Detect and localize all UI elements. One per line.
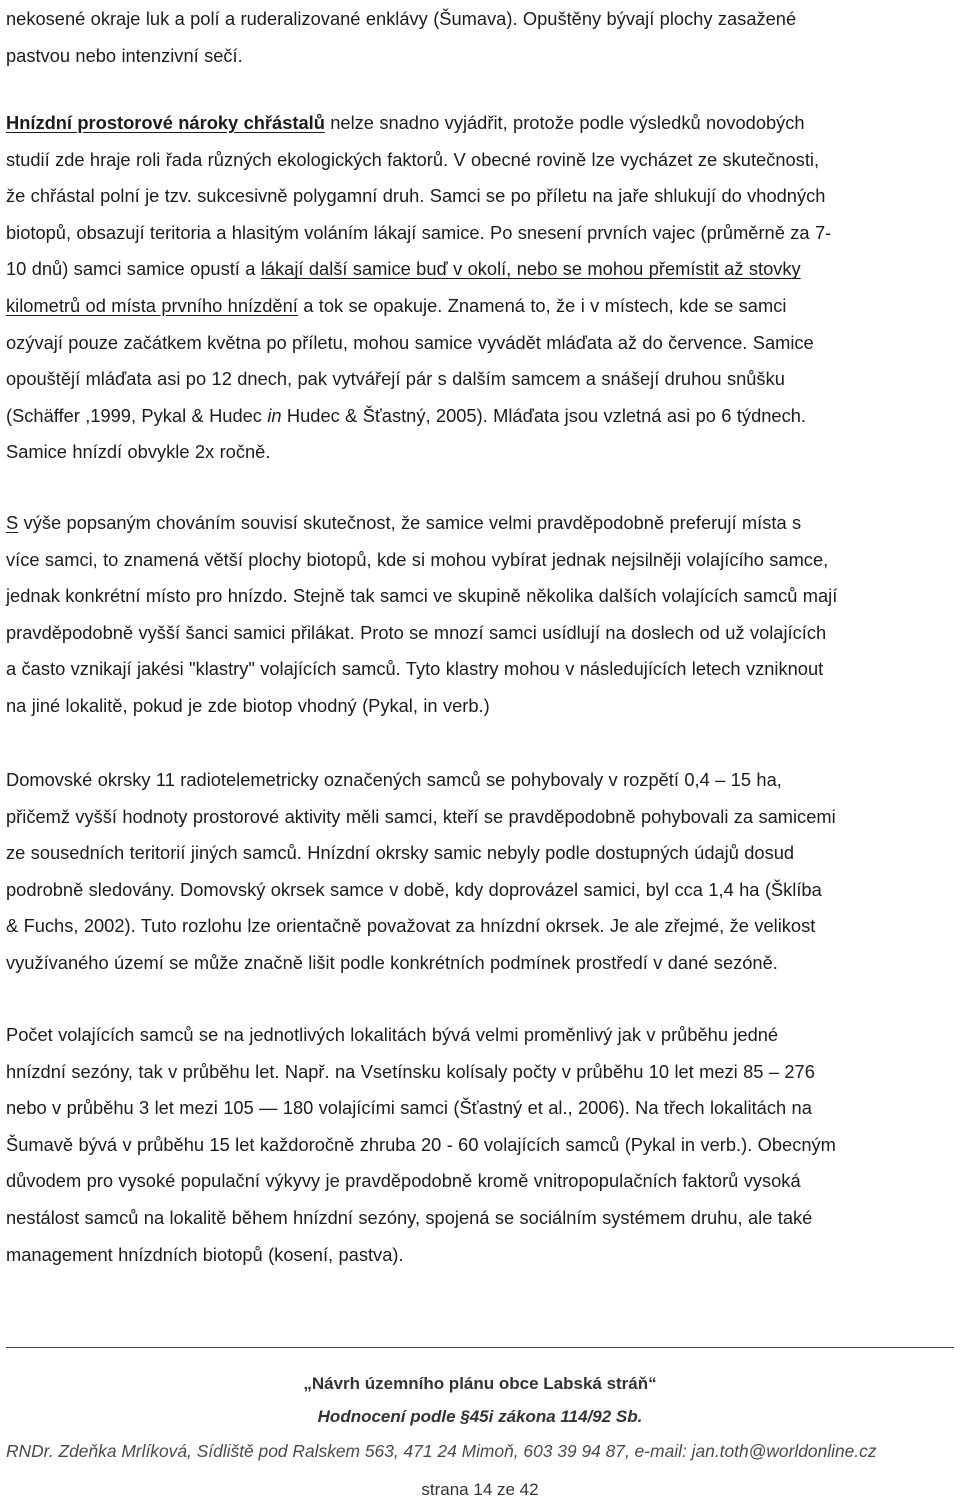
text-line: více samci, to znamená větší plochy biotopů, kde si mohou vybírat jednak nejsilněji volajícího samce, — [6, 548, 829, 570]
footer-title: „Návrh územního plánu obce Labská stráň“ — [303, 1374, 657, 1393]
text-line: Domovské okrsky 11 radiotelemetricky označených samců se pohybovaly v rozpětí 0,4 – 15 ha, — [6, 769, 782, 790]
text-line: 10 dnů) samci samice opustí a — [6, 258, 261, 280]
text-line: na jiné lokalitě, pokud je zde biotop vhodný (Pykal, in verb.) — [6, 694, 490, 716]
paragraph-nesting-space — [6, 105, 958, 471]
section-heading: Hnízdní prostorové nároky chřástalů — [6, 112, 325, 133]
text-line: využívaného území se může značně lišit podle konkrétních podmínek prostředí v dané sezóně. — [6, 951, 778, 973]
text-line: Samice hnízdí obvykle 2x ročně. — [6, 441, 271, 463]
text-line: Počet volajících samců se na jednotlivých lokalitách bývá velmi proměnlivý jak v průběhu jedné — [6, 1024, 779, 1045]
text-line: management hnízdních biotopů (kosení, pastva). — [6, 1243, 404, 1265]
text-line: pravděpodobně vyšší šanci samici přilákat. Proto se mnozí samci usídlují na doslech od už volajících — [6, 621, 827, 643]
text-line: biotopů, obsazují teritoria a hlasitým voláním lákají samice. Po snesení prvních vajec (průměrně za 7- — [6, 221, 832, 243]
text-line: hnízdní sezóny, tak v průběhu let. Např. na Vsetínsku kolísaly počty v průběhu 10 let mezi 85 – 276 — [6, 1060, 815, 1082]
footer-subtitle: Hodnocení podle §45i zákona 114/92 Sb. — [317, 1407, 643, 1426]
text-line: studií zde hraje roli řada různých ekologických faktorů. V obecné rovině lze vycházet ze skutečnosti, — [6, 148, 820, 170]
underlined-text: kilometrů od místa prvního hnízdění — [6, 294, 298, 316]
text-line: jednak konkrétní místo pro hnízdo. Stejně tak samci ve skupině několika dalších volajících samců mají — [6, 585, 838, 607]
text-line: opouštějí mláďata asi po 12 dnech, pak vytvářejí pár s dalším samcem a snášejí druhou snůšku — [6, 368, 785, 390]
footer-divider — [6, 1347, 954, 1348]
text-line: pastvou nebo intenzivní sečí. — [6, 44, 243, 66]
text-line: ozývají pouze začátkem května po příletu, mohou samice vyvádět mláďata až do července. Samice — [6, 331, 814, 353]
text-line: podrobně sledovány. Domovský okrsek samce v době, kdy doprovázel samici, byl cca 1,4 ha (Šklíba — [6, 878, 822, 900]
italic-text: in — [267, 404, 282, 426]
text-line: důvodem pro vysoké populační výkyvy je pravděpodobně kromě vnitropopulačních faktorů vysoká — [6, 1170, 801, 1192]
text-line: Hudec & Šťastný, 2005). Mláďata jsou vzletná asi po 6 týdnech. — [281, 404, 806, 426]
underlined-text: S — [6, 512, 19, 533]
text-line: ze sousedních teritorií jiných samců. Hnízdní okrsky samic nebyly podle dostupných údajů dosud — [6, 842, 795, 864]
paragraph-male-counts — [6, 1017, 958, 1273]
text-line: (Schäffer ,1999, Pykal & Hudec — [6, 404, 268, 426]
text-line: že chřástal polní je tzv. sukcesivně polygamní druh. Samci se po příletu na jaře shlukují do vhodných — [6, 185, 826, 207]
text-line: přičemž vyšší hodnoty prostorové aktivity měli samci, kteří se pravděpodobně pohybovali za samicemi — [6, 805, 836, 827]
page-number: strana 14 ze 42 — [421, 1480, 539, 1499]
text-line: & Fuchs, 2002). Tuto rozlohu lze orientačně považovat za hnízdní okrsek. Je ale zřejmé, že velikost — [6, 915, 816, 937]
text-line: nestálost samců na lokalitě během hnízdní sezóny, spojená se sociálním systémem druhu, ale také — [6, 1206, 813, 1228]
text-line: nekosené okraje luk a polí a ruderalizované enklávy (Šumava). Opuštěny bývají plochy zasažené — [6, 8, 797, 29]
paragraph-habitat-end — [6, 1, 958, 74]
text-line: nelze snadno vyjádřit, protože podle výsledků novodobých — [324, 112, 805, 133]
text-line: nebo v průběhu 3 let mezi 105 — 180 volajícími samci (Šťastný et al., 2006). Na třech lokalitách na — [6, 1097, 812, 1119]
text-line: výše popsaným chováním souvisí skutečnost, že samice velmi pravděpodobně preferují místa s — [18, 512, 802, 533]
paragraph-female-preference — [6, 505, 958, 725]
text-line: a často vznikají jakési "klastry" volajících samců. Tyto klastry mohou v následujících letech vzniknout — [6, 658, 824, 680]
paragraph-home-range — [6, 762, 958, 982]
footer-contact: RNDr. Zdeňka Mrlíková, Sídliště pod Ralskem 563, 471 24 Mimoň, 603 39 94 87, e-mail: jan.toth@worldonline.cz — [6, 1441, 877, 1461]
text-line: Šumavě bývá v průběhu 15 let každoročně zhruba 20 - 60 volajících samců (Pykal in verb.). Obecným — [6, 1133, 836, 1155]
underlined-text: lákají další samice buď v okolí, nebo se mohou přemístit až stovky — [260, 258, 801, 280]
text-line: a tok se opakuje. Znamená to, že i v místech, kde se samci — [297, 294, 787, 316]
